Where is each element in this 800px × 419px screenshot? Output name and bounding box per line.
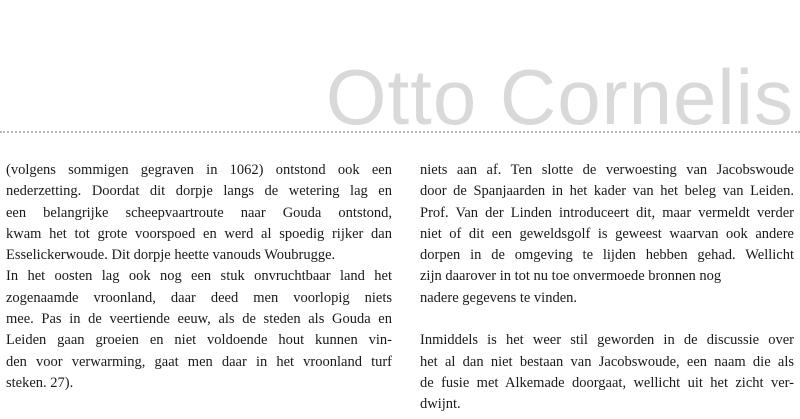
text-line: In het oosten lag ook nog een stuk onvruchtbaar land het (6, 268, 392, 285)
text-line: (volgens sommigen gegraven in 1062) ontstond ook een (6, 162, 392, 178)
text-line: Leiden gaan groeien en niet voldoende hout kunnen vin- (6, 332, 392, 349)
text-line: steken. 27). (6, 374, 74, 391)
text-line: het al dan niet bestaan van Jacobswoude, een naam die als (420, 353, 794, 370)
text-line: dwijnt. (420, 396, 461, 413)
paragraph-gap (420, 309, 794, 330)
text-line: kwam het tot grote voorspoed en werd al spoedig rijker dan (6, 225, 392, 242)
text-line: de fusie met Alkemade doorgaat, wellicht uit het zicht ver- (420, 374, 794, 391)
text-line: door de Spanjaarden in het kader van het beleg van Leiden. (420, 183, 794, 200)
text-line: zogenaamde vroonland, daar deed men voorlopig niets (6, 289, 392, 306)
text-line: niet of dit een geweldsgolf is geweest waarvan ook andere (420, 225, 794, 242)
text-line: Inmiddels is het weer stil geworden in de discussie over (420, 332, 794, 349)
text-line: den voor verwarming, gaat men daar in het vroonland turf (6, 353, 392, 370)
text-line: Prof. Van der Linden introduceert dit, maar vermeldt verder (420, 204, 794, 221)
dotted-divider (0, 131, 800, 133)
text-line: nadere gegevens te vinden. (420, 289, 578, 306)
text-line: nederzetting. Doordat dit dorpje langs de wetering lag en (6, 183, 392, 200)
right-text-column (420, 160, 794, 416)
text-line: dorpen in de omgeving te lijden hebben gehad. Wellicht (420, 247, 794, 264)
text-line: een belangrijke scheepvaartroute naar Gouda ontstond, (6, 204, 392, 221)
text-line: Esselickerwoude. Dit dorpje heette vanouds Woubrugge. (6, 247, 336, 264)
left-text-column (6, 160, 392, 394)
text-line: mee. Pas in de veertiende eeuw, als de steden als Gouda en (6, 311, 392, 328)
text-line: niets aan af. Ten slotte de verwoesting van Jacobswoude (420, 162, 794, 178)
text-line: zijn daarover in tot nu toe onvermoede bronnen nog (420, 268, 722, 285)
page-title: Otto Cornelis (325, 53, 794, 141)
